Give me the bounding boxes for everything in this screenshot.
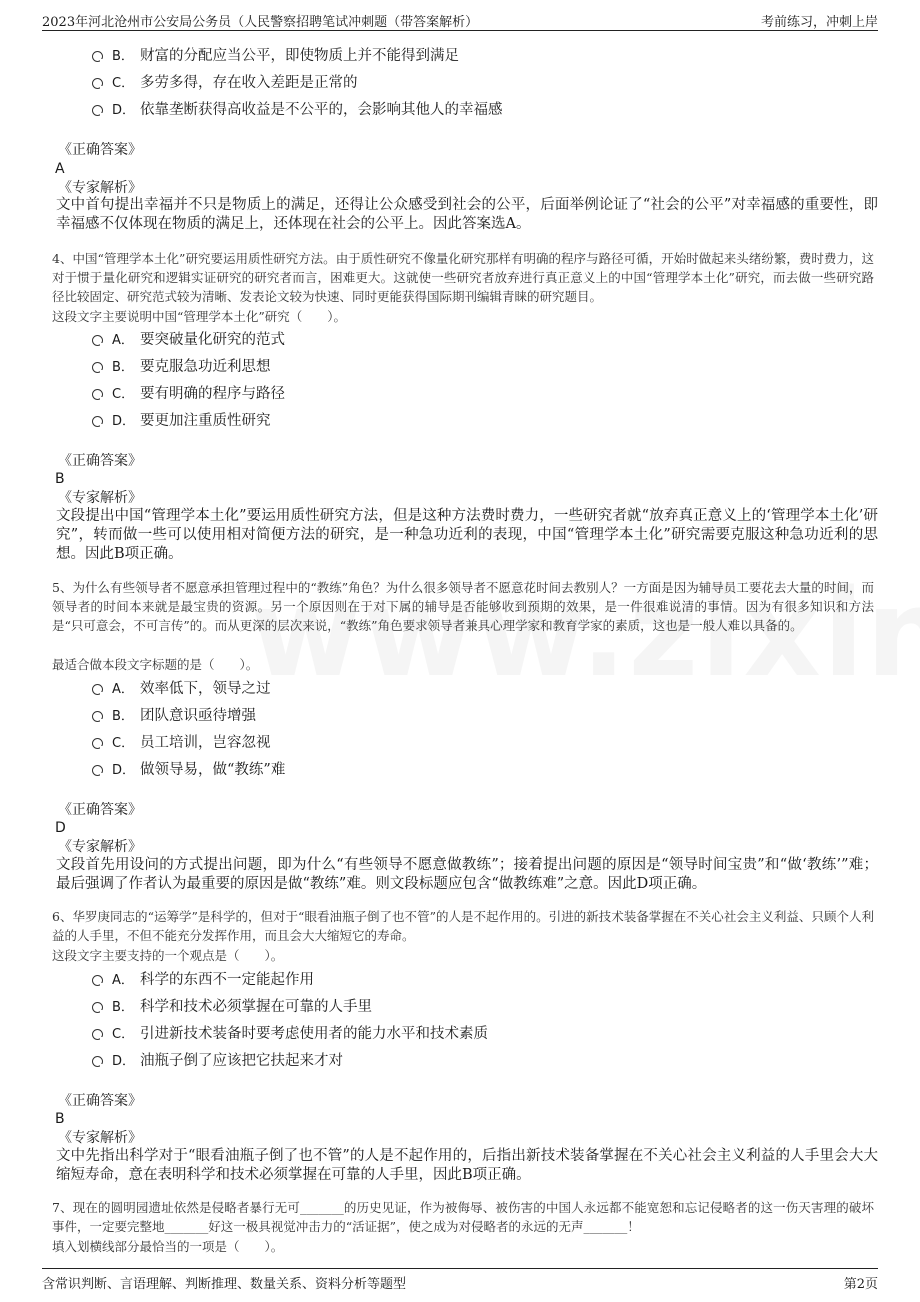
option-letter: C．: [112, 1026, 135, 1042]
q6-option-b[interactable]: [92, 993, 372, 1017]
radio-icon[interactable]: [92, 1029, 103, 1040]
q4-option-c[interactable]: [92, 380, 285, 404]
q7-ask: 填入划横线部分最恰当的一项是（ ）。: [52, 1239, 284, 1254]
radio-icon[interactable]: [92, 738, 103, 749]
option-text: 团队意识亟待增强: [140, 707, 256, 724]
answer-label: 《正确答案》: [58, 1093, 142, 1109]
q6-ask: 这段文字主要支持的一个观点是（ ）。: [52, 948, 284, 963]
option-text: 要克服急功近利思想: [140, 358, 271, 375]
radio-icon[interactable]: [92, 105, 103, 116]
header-slogan: 考前练习，冲刺上岸: [760, 15, 878, 30]
q5-option-c[interactable]: [92, 729, 271, 753]
radio-icon[interactable]: [92, 389, 103, 400]
radio-icon[interactable]: [92, 78, 103, 89]
answer-label: 《正确答案》: [58, 453, 142, 469]
q6-option-a[interactable]: [92, 966, 314, 990]
analysis-text: 文段提出中国“管理学本土化”要运用质性研究方法，但是这种方法费时费力，一些研究者就“放弃真正意义上的‘管理学本土化’研究”，转而做一些可以使用相对简便方法的研究，是一种急功近利的表现，中国“管理学本土化”研究需要克服这种急功近利的思想。因此B项正确。: [56, 508, 878, 562]
option-text: 引进新技术装备时要考虑使用者的能力水平和技术素质: [140, 1025, 488, 1042]
radio-icon[interactable]: [92, 362, 103, 373]
option-text: 要突破量化研究的范式: [140, 331, 285, 348]
answer-label: 《正确答案》: [58, 142, 142, 158]
answer-value: D: [55, 820, 66, 836]
analysis-label: 《专家解析》: [58, 839, 142, 855]
radio-icon[interactable]: [92, 684, 103, 695]
header-title: 2023年河北沧州市公安局公务员（人民警察招聘笔试冲刺题（带答案解析）: [42, 15, 479, 30]
option-letter: A．: [112, 332, 134, 348]
option-letter: A．: [112, 972, 134, 988]
radio-icon[interactable]: [92, 335, 103, 346]
option-letter: C．: [112, 386, 135, 402]
option-text: 要有明确的程序与路径: [140, 385, 285, 402]
option-text: 科学和技术必须掌握在可靠的人手里: [140, 998, 372, 1015]
answer-value: B: [55, 1111, 65, 1127]
radio-icon[interactable]: [92, 416, 103, 427]
analysis-label: 《专家解析》: [58, 180, 142, 196]
q7-stem: 7、现在的圆明园遗址依然是侵略者暴行无可_______的历史见证，作为被侮辱、被伤害的中国人永远都不能宽恕和忘记侵略者的这一伤天害理的破坏事件，一定要完整地_______好这一极具视觉冲击力的“活证据”，使之成为对侵略者的永远的无声_______！: [52, 1200, 874, 1234]
option-letter: C．: [112, 735, 135, 751]
option-letter: B．: [112, 999, 134, 1015]
option-text: 要更加注重质性研究: [140, 412, 271, 429]
q4-ask: 这段文字主要说明中国“管理学本土化”研究（ ）。: [52, 309, 347, 324]
option-letter: B．: [112, 48, 134, 64]
analysis-text: 文段首先用设问的方式提出问题，即为什么“有些领导不愿意做教练”；接着提出问题的原因是“领导时间宝贵”和“做‘教练’”难；最后强调了作者认为最重要的原因是做“教练”难。则文段标题应包含“做教练难”之意。因此D项正确。: [56, 857, 878, 892]
option-letter: A．: [112, 681, 134, 697]
option-text: 效率低下，领导之过: [140, 680, 271, 697]
analysis-text: 文中先指出科学对于“眼看油瓶子倒了也不管”的人是不起作用的，后指出新技术装备掌握在不关心社会主义利益的人手里会大大缩短寿命，意在表明科学和技术必须掌握在可靠的人手里，因此B项正确。: [56, 1148, 878, 1183]
q5-stem: 5、为什么有些领导者不愿意承担管理过程中的“教练”角色？为什么很多领导者不愿意花时间去教别人？一方面是因为辅导员工要花去大量的时间，而领导者的时间本来就是最宝贵的资源。另一个原因则在于对下属的辅导是否能够收到预期的效果，是一件很难说清的事情。因为有很多知识和方法是“只可意会，不可言传”的。而从更深的层次来说，“教练”角色要求领导者兼具心理学家和教育学家的素质，这也是一般人难以具备的。: [52, 580, 874, 633]
page-footer: [42, 1268, 878, 1291]
analysis-label: 《专家解析》: [58, 1130, 142, 1146]
q3-option-d[interactable]: [92, 96, 503, 120]
q4-option-a[interactable]: [92, 326, 285, 350]
q5-option-b[interactable]: [92, 702, 256, 726]
radio-icon[interactable]: [92, 975, 103, 986]
option-letter: B．: [112, 708, 134, 724]
option-letter: C．: [112, 75, 135, 91]
q4-option-b[interactable]: [92, 353, 271, 377]
q5-option-a[interactable]: [92, 675, 271, 699]
radio-icon[interactable]: [92, 51, 103, 62]
option-text: 依靠垄断获得高收益是不公平的，会影响其他人的幸福感: [140, 101, 503, 118]
answer-value: A: [55, 161, 65, 177]
analysis-text: 文中首句提出幸福并不只是物质上的满足，还得让公众感受到社会的公平，后面举例论证了“社会的公平”对幸福感的重要性，即幸福感不仅体现在物质的满足上，还体现在社会的公平上。因此答案选A。: [56, 197, 878, 232]
q3-option-c[interactable]: [92, 69, 358, 93]
q5-option-d[interactable]: [92, 756, 285, 780]
q4-option-d[interactable]: [92, 407, 271, 431]
option-letter: D．: [112, 762, 136, 778]
option-letter: B．: [112, 359, 134, 375]
q6-option-d[interactable]: [92, 1047, 343, 1071]
q4-stem: 4、中国“管理学本土化”研究要运用质性研究方法。由于质性研究不像量化研究那样有明确的程序与路径可循，开始时做起来头绪纷繁，费时费力，这对于惯于量化研究和逻辑实证研究的研究者而言，困难更大。这就使一些研究者放弃进行真正意义上的中国“管理学本土化”研究，而去做一些研究路径比较固定、研究范式较为清晰、发表论文较为快速、同时更能获得国际期刊编辑青睐的研究题目。: [52, 251, 874, 304]
radio-icon[interactable]: [92, 711, 103, 722]
option-text: 多劳多得，存在收入差距是正常的: [140, 74, 358, 91]
option-letter: D．: [112, 413, 136, 429]
footer-description: 含常识判断、言语理解、判断推理、数量关系、资料分析等题型: [42, 1277, 407, 1292]
analysis-label: 《专家解析》: [58, 490, 142, 506]
q3-option-b[interactable]: [92, 42, 459, 66]
radio-icon[interactable]: [92, 1002, 103, 1013]
q6-option-c[interactable]: [92, 1020, 488, 1044]
option-text: 财富的分配应当公平，即使物质上并不能得到满足: [140, 47, 459, 64]
option-text: 员工培训，岂容忽视: [140, 734, 271, 751]
answer-label: 《正确答案》: [58, 802, 142, 818]
option-text: 科学的东西不一定能起作用: [140, 971, 314, 988]
page-header: [42, 8, 878, 31]
option-text: 油瓶子倒了应该把它扶起来才对: [140, 1052, 343, 1069]
radio-icon[interactable]: [92, 1056, 103, 1067]
answer-value: B: [55, 471, 65, 487]
option-text: 做领导易，做“教练”难: [140, 761, 286, 778]
q5-ask: 最适合做本段文字标题的是（ ）。: [52, 657, 259, 672]
option-letter: D．: [112, 102, 136, 118]
radio-icon[interactable]: [92, 765, 103, 776]
option-letter: D．: [112, 1053, 136, 1069]
q6-stem: 6、华罗庚同志的“运筹学”是科学的，但对于“眼看油瓶子倒了也不管”的人是不起作用的。引进的新技术装备掌握在不关心社会主义利益、只顾个人利益的人手里，不但不能充分发挥作用，而且会大大缩短它的寿命。: [52, 909, 874, 943]
page-number: 第2页: [843, 1277, 878, 1292]
